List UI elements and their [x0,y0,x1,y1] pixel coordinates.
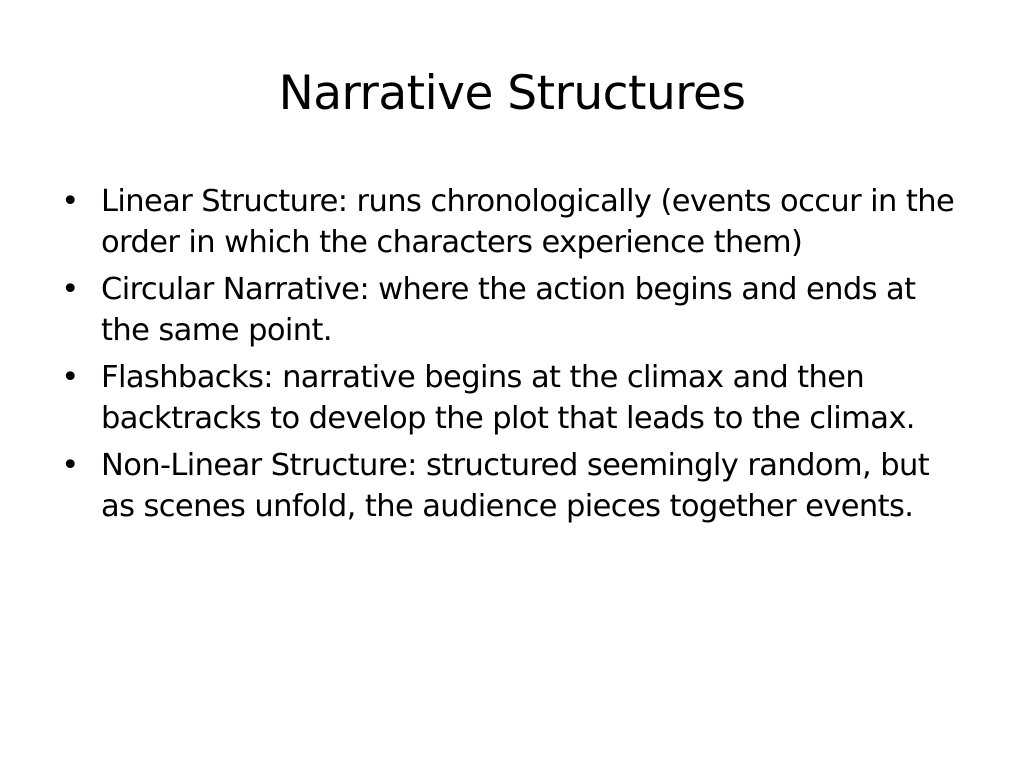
bullet-item-circular [56,270,956,351]
bullet-text: Flashbacks: narrative begins at the climax and then backtracks to develop the plot that leads to the climax. [101,360,915,436]
bullet-dot-icon: • [61,272,79,307]
bullet-item-flashbacks [56,358,956,439]
slide-title: Narrative Structures [278,66,746,121]
bullet-item-non-linear [56,446,956,527]
bullet-text: Non-Linear Structure: structured seemingly random, but as scenes unfold, the audience pieces together events. [101,448,930,524]
bullet-dot-icon: • [61,448,79,483]
bullet-item-linear [56,182,956,263]
bullet-dot-icon: • [61,360,79,395]
bullet-dot-icon: • [61,184,79,219]
bullet-text: Circular Narrative: where the action begins and ends at the same point. [101,272,916,348]
bullet-text: Linear Structure: runs chronologically (events occur in the order in which the characters experience them) [101,184,955,260]
bullet-list [56,182,956,534]
